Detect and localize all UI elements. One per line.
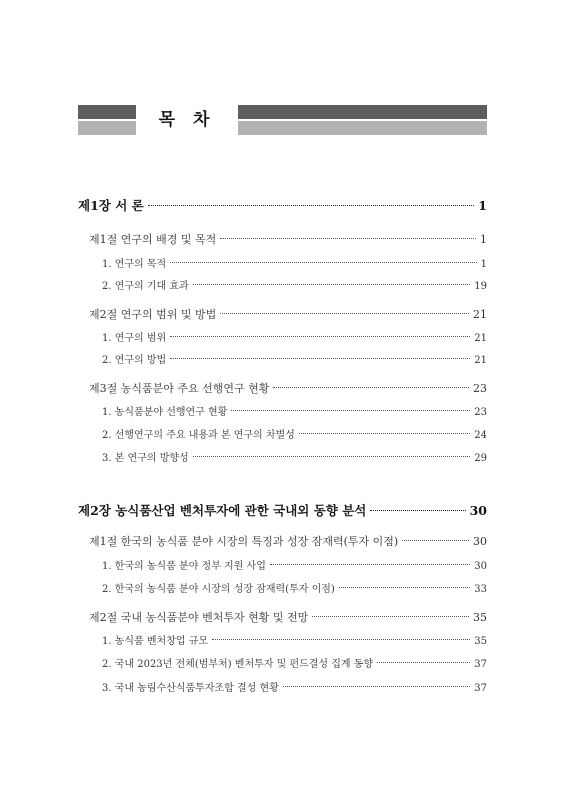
toc-subsection-entry[interactable] [102, 426, 487, 441]
banner-bar-dark-right [238, 105, 487, 119]
dot-leader [283, 686, 470, 687]
toc-entry-page-number: 19 [474, 281, 487, 292]
toc-subsection-entry[interactable] [102, 580, 487, 595]
toc-entry-page-number: 35 [474, 636, 487, 647]
toc-entry-label: 1. 농식품 벤처창업 규모 [102, 636, 209, 647]
dot-leader [231, 410, 470, 411]
toc-entry-label: 1. 농식품분야 선행연구 현황 [102, 407, 228, 418]
toc-entry-page-number: 30 [473, 535, 487, 548]
toc-entry-label: 제2절 국내 농식품분야 벤처투자 현황 및 전망 [89, 611, 309, 624]
toc-subsection-entry[interactable] [102, 632, 487, 647]
dot-leader [170, 336, 470, 337]
toc-section-entry[interactable] [89, 533, 487, 549]
dot-leader [299, 433, 470, 434]
toc-section-entry[interactable] [89, 231, 487, 247]
toc-entry-page-number: 33 [474, 584, 487, 595]
toc-section-entry[interactable] [89, 609, 487, 625]
toc-subsection-entry[interactable] [102, 255, 487, 270]
dot-leader [193, 284, 471, 285]
toc-entry-page-number: 35 [473, 611, 487, 624]
toc-entry-label: 1. 연구의 범위 [102, 333, 167, 344]
toc-subsection-entry[interactable] [102, 557, 487, 572]
banner-bar-light-left [78, 121, 136, 135]
toc-entry-label: 2. 국내 2023년 전체(범부처) 벤처투자 및 펀드결성 집계 동향 [102, 659, 374, 670]
dot-leader [212, 639, 470, 640]
toc-entry-page-number: 37 [474, 659, 487, 670]
toc-entry-label: 3. 국내 농림수산식품투자조합 결성 현황 [102, 683, 279, 694]
toc-subsection-entry[interactable] [102, 449, 487, 464]
toc-subsection-entry[interactable] [102, 655, 487, 670]
toc-subsection-entry[interactable] [102, 329, 487, 344]
dot-leader [370, 510, 465, 511]
dot-leader [170, 358, 470, 359]
dot-leader [170, 262, 476, 263]
toc-subsection-entry[interactable] [102, 351, 487, 366]
dot-leader [270, 564, 470, 565]
toc-entry-page-number: 23 [473, 382, 487, 395]
page-title: 목 차 [158, 110, 216, 130]
dot-leader [193, 456, 471, 457]
dot-leader [148, 205, 475, 206]
toc-entry-label: 제1절 한국의 농식품 분야 시장의 특징과 성장 잠재력(투자 이점) [89, 535, 399, 548]
dot-leader [312, 616, 469, 617]
toc-entry-label: 제2장 농식품산업 벤처투자에 관한 국내외 동향 분석 [78, 503, 367, 518]
dot-leader [402, 540, 469, 541]
toc-header-banner [78, 105, 487, 135]
toc-entry-page-number: 30 [474, 561, 487, 572]
toc-entry-page-number: 1 [480, 233, 487, 246]
toc-entry-page-number: 21 [473, 308, 487, 321]
toc-entry-label: 제1장 서 론 [78, 198, 144, 213]
dot-leader [220, 313, 469, 314]
toc-entry-label: 3. 본 연구의 방향성 [102, 453, 189, 464]
toc-chapter-entry[interactable] [78, 501, 487, 519]
toc-entry-label: 1. 연구의 목적 [102, 259, 167, 270]
toc-entry-page-number: 21 [474, 355, 487, 366]
toc-entry-label: 2. 연구의 기대 효과 [102, 281, 189, 292]
toc-entry-page-number: 1 [478, 198, 487, 213]
toc-entry-label: 제1절 연구의 배경 및 목적 [89, 233, 217, 246]
toc-entry-page-number: 30 [469, 503, 487, 518]
toc-entry-page-number: 23 [474, 407, 487, 418]
toc-entry-label: 2. 선행연구의 주요 내용과 본 연구의 차별성 [102, 430, 295, 441]
toc-entry-page-number: 1 [480, 259, 487, 270]
toc-subsection-entry[interactable] [102, 679, 487, 694]
toc-entry-page-number: 21 [474, 333, 487, 344]
toc-section-entry[interactable] [89, 380, 487, 396]
toc-entry-page-number: 29 [474, 453, 487, 464]
toc-entry-label: 제3절 농식품분야 주요 선행연구 현황 [89, 382, 270, 395]
toc-chapter-entry[interactable] [78, 196, 487, 214]
banner-bar-dark-left [78, 105, 136, 119]
dot-leader [273, 387, 469, 388]
toc-section-entry[interactable] [89, 306, 487, 322]
toc-entry-page-number: 24 [474, 430, 487, 441]
toc-entry-page-number: 37 [474, 683, 487, 694]
toc-entry-label: 2. 연구의 방법 [102, 355, 167, 366]
toc-entry-label: 제2절 연구의 범위 및 방법 [89, 308, 217, 321]
toc-entry-label: 2. 한국의 농식품 분야 시장의 성장 잠재력(투자 이점) [102, 584, 335, 595]
toc-subsection-entry[interactable] [102, 277, 487, 292]
dot-leader [220, 238, 476, 239]
dot-leader [377, 662, 470, 663]
banner-bar-light-right [238, 121, 487, 135]
toc-subsection-entry[interactable] [102, 403, 487, 418]
dot-leader [339, 587, 470, 588]
toc-entry-label: 1. 한국의 농식품 분야 정부 지원 사업 [102, 561, 266, 572]
